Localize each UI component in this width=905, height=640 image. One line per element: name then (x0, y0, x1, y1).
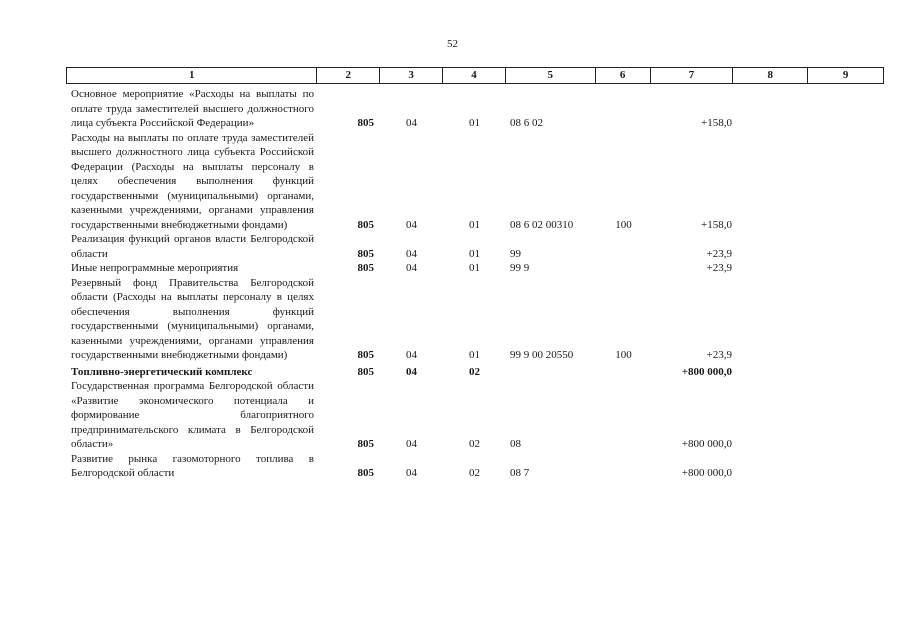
row-description: Иные непрограммные мероприятия (71, 262, 239, 274)
row-description: Государственная программа Белгородской области «Развитие экономического потенциала и формирование благоприятного предпринимательского климата в Белгородской области» (71, 380, 314, 450)
cell-col-7: +800 000,0 (681, 438, 732, 450)
cell-col-3: 04 (406, 365, 417, 378)
header-col-4: 4 (443, 68, 506, 83)
cell-col-7: +158,0 (701, 218, 732, 231)
row-description: Топливно-энергетический комплекс (71, 365, 253, 378)
header-col-6: 6 (596, 68, 651, 83)
cell-col-7: +23,9 (706, 349, 732, 361)
table-row (66, 232, 884, 261)
cell-col-4: 02 (469, 365, 480, 378)
cell-col-3: 04 (406, 438, 417, 450)
table-row (66, 131, 884, 233)
row-description: Резервный фонд Правительства Белгородской области (Расходы на выплаты персоналу в целях обеспечения выполнения функций государственными (муниципальными) органами, казенными учреждениями, органами управления государственными внебюджетными фондами) (71, 276, 314, 361)
table-body (66, 87, 884, 481)
cell-col-2: 805 (357, 218, 374, 231)
cell-col-4: 02 (469, 438, 480, 450)
cell-col-7: +800 000,0 (681, 365, 732, 378)
cell-col-7: +158,0 (701, 117, 732, 129)
row-description: Реализация функций органов власти Белгородской области (71, 233, 314, 260)
row-description: Расходы на выплаты по оплате труда заместителей высшего должностного лица субъекта Российской Федерации (Расходы на выплаты персоналу в целях обеспечения выполнения функций государственными (муниципальными) органами, казенными учреждениями, органами управления государственными внебюджетными фондами) (71, 131, 314, 231)
cell-col-3: 04 (406, 247, 417, 260)
header-col-9: 9 (842, 69, 849, 81)
header-col-2: 2 (317, 68, 380, 83)
table-row (66, 452, 884, 481)
cell-col-3: 04 (406, 349, 417, 361)
row-description: Основное мероприятие «Расходы на выплаты по оплате труда заместителей высшего должностного лица субъекта Российской Федерации» (71, 88, 314, 129)
cell-col-2: 805 (357, 247, 374, 260)
cell-col-4: 01 (469, 117, 480, 129)
cell-col-5: 08 7 (510, 467, 530, 479)
cell-col-7: +23,9 (706, 262, 732, 274)
cell-col-5: 99 (510, 247, 521, 260)
cell-col-4: 02 (469, 467, 480, 479)
cell-col-5: 08 6 02 00310 (510, 218, 574, 231)
table-row (66, 365, 884, 380)
header-col-5: 5 (506, 68, 596, 83)
cell-col-4: 01 (469, 349, 480, 361)
cell-col-3: 04 (406, 467, 417, 479)
table-row (66, 276, 884, 363)
table-row (66, 379, 884, 452)
header-col-7: 7 (651, 68, 734, 83)
cell-col-4: 01 (469, 247, 480, 260)
cell-col-5: 08 6 02 (510, 117, 543, 129)
cell-col-7: +23,9 (706, 247, 732, 260)
cell-col-3: 04 (406, 117, 417, 129)
cell-col-5: 99 9 00 20550 (510, 349, 574, 361)
page-number: 52 (447, 38, 458, 50)
cell-col-6: 100 (615, 218, 632, 231)
cell-col-6: 100 (615, 349, 632, 361)
header-col-3: 3 (380, 68, 443, 83)
cell-col-4: 01 (469, 262, 480, 274)
cell-col-7: +800 000,0 (681, 467, 732, 479)
cell-col-2: 805 (357, 438, 374, 450)
header-col-8: 8 (733, 68, 808, 83)
cell-col-2: 805 (357, 365, 374, 378)
cell-col-2: 805 (357, 467, 374, 479)
cell-col-2: 805 (357, 262, 374, 274)
table-row (66, 261, 884, 276)
cell-col-2: 805 (357, 117, 374, 129)
row-description: Развитие рынка газомоторного топлива в Белгородской области (71, 452, 314, 479)
cell-col-3: 04 (406, 262, 417, 274)
cell-col-4: 01 (469, 218, 480, 231)
cell-col-5: 99 9 (510, 262, 530, 274)
cell-col-5: 08 (510, 438, 521, 450)
header-col-1: 1 (67, 68, 317, 83)
table-header (66, 67, 884, 84)
cell-col-3: 04 (406, 218, 417, 231)
table-row (66, 87, 884, 131)
cell-col-2: 805 (357, 349, 374, 361)
